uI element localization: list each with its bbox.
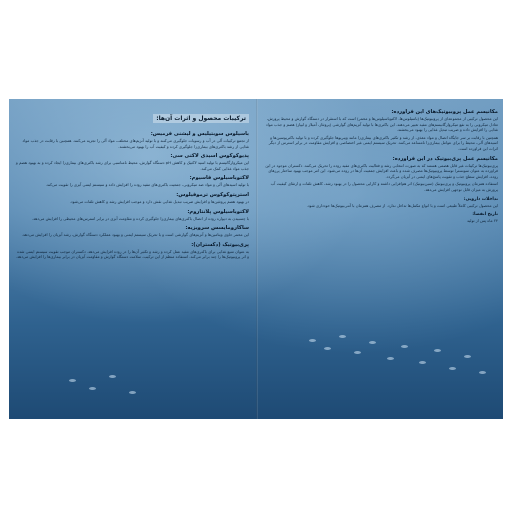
- ingredient-name: پری‌بیوتیک (دکستران):: [191, 241, 249, 248]
- ingredient-description: با تولید اسیدهای آلی و مواد ضد میکروبی، جمعیت باکتری‌های مفید روده را افزایش داده و سیستم ایمنی آبزی را تقویت می‌کند.: [45, 182, 249, 188]
- ingredient-name: استرپتوکوکوس ترموفیلوس:: [176, 191, 249, 198]
- expiry-label: تاریخ انقضا:: [472, 211, 498, 217]
- drug-interactions-label: تداخلات دارویی:: [463, 196, 498, 202]
- prebiotic-mechanism-title: مکانیسم عمل پری‌بیوتیک در این فراورده:: [392, 155, 498, 162]
- expiry-value: ۲۴ ماه پس از تولید: [467, 217, 498, 223]
- ingredient-description: از تجمع ترکیبات آلی در آب و رسوبات جلوگیری می‌کنند و با تولید آنزیم‌های مختلف، مواد آلی را تجزیه می‌کنند. همچنین با رقابت در جذب مواد غذایی از رشد باکتری‌های بیماری‌زا جلوگیری کرده و کیفیت آب را بهبود می‌بخشند.: [22, 138, 249, 149]
- prebiotic-mechanism-paragraph: استفاده همزمان پروبیوتیک و پری‌بیوتیک (سین‌بیوتیک) اثر هم‌افزایی داشته و کارایی محصول را در بهبود رشد، کاهش تلفات و ارتقای کیفیت آب پرورش به میزان قابل توجهی افزایش می‌دهد.: [270, 181, 498, 192]
- left-page: [15, 105, 249, 411]
- ingredient-description: به عنوان منبع غذایی برای باکتری‌های مفید عمل کرده و رشد و تکثیر آن‌ها را در روده افزایش می‌دهد. دکستران موجب تقویت سیستم ایمنی شده و اثر پروبیوتیک‌ها را چند برابر می‌کند. استفاده منظم از این ترکیب، سلامت دستگاه گوارش و مقاومت آبزیان در برابر بیماری‌ها را افزایش می‌دهد.: [15, 248, 249, 260]
- left-page-title: ترکیبات محصول و اثرات آن‌ها:: [153, 114, 249, 123]
- ingredient-name: لاکتوباسیلوس فاسیوم:: [189, 175, 249, 182]
- drug-interactions-text: این محصول ترکیبی کاملاً طبیعی است و با انواع مکمل‌ها تداخل ندارد. از مصرف همزمان با آنتی‌بیوتیک‌ها خودداری شود.: [306, 202, 498, 208]
- ingredient-name: باسیلوس سوبتیلیس و لیشنی فرمیس:: [150, 131, 249, 137]
- ingredient-name: ساکارومایسس سرویزیه:: [185, 225, 249, 232]
- page-fold: [256, 99, 258, 419]
- ingredient-description: این مخمر حاوی ویتامین‌ها و آنزیم‌های گوارشی است و با تحریک سیستم ایمنی و بهبود عملکرد دستگاه گوارش، رشد آبزیان را افزایش می‌دهد.: [21, 232, 249, 238]
- probiotic-mechanism-title: مکانیسم عمل پروبیوتیک‌های این فراورده:: [391, 109, 498, 115]
- right-page: [264, 105, 498, 411]
- ingredient-name: لاکتوباسیلوس پلانتاروم:: [187, 208, 249, 215]
- ingredient-name: پدیوکوکوس اسیدی لاکتی سی:: [170, 153, 249, 160]
- probiotic-mechanism-paragraph: همچنین با رقابت بر سر جایگاه اتصال و مواد مغذی، از رشد و تکثیر باکتری‌های بیماری‌زا مانند ویبریوها جلوگیری کرده و با تولید باکتریوسین‌ها و اسیدهای آلی، محیط را برای عوامل بیماری‌زا نامساعد می‌کنند. تحریک سیستم ایمنی غیر اختصاصی و افزایش مقاومت در برابر استرس از دیگر اثرات این فراورده است.: [268, 134, 498, 151]
- prebiotic-mechanism-paragraph: پری‌بیوتیک‌ها ترکیبات غیر قابل هضمی هستند که به صورت انتخابی رشد و فعالیت باکتری‌های مفید روده را تحریک می‌کنند. دکستران موجود در این فراورده به عنوان سوبسترا توسط پروبیوتیک‌ها مصرف شده و باعث افزایش جمعیت آن‌ها در روده می‌شود. این امر موجب بهبود ساختار پرزهای روده، افزایش سطح جذب و تقویت پاسخ‌های ایمنی در آبزیان می‌گردد.: [265, 162, 498, 179]
- brochure-spread: [9, 99, 503, 419]
- ingredient-description: در بهبود هضم پروتئین‌ها و افزایش ضریب تبدیل غذایی نقش دارد و موجب افزایش رشد و کاهش تلفات می‌شود.: [69, 198, 249, 204]
- ingredient-description: این میکروارگانیسم با تولید اسید لاکتیک و کاهش pH دستگاه گوارش، محیط نامناسبی برای رشد باکتری‌های بیماری‌زا ایجاد کرده و به بهبود هضم و جذب مواد غذایی کمک می‌کند.: [15, 160, 249, 171]
- ingredient-description: با چسبیدن به دیواره روده از اتصال باکتری‌های بیماری‌زا جلوگیری کرده و مقاومت آبزی در برابر استرس‌های محیطی را افزایش می‌دهد.: [31, 215, 249, 221]
- probiotic-mechanism-paragraph: این محصول ترکیبی از مجموعه‌ای از پروبیوتیک‌ها (باسیلوس‌ها، لاکتوباسیلوس‌ها و مخمر) است که با استقرار در دستگاه گوارش و محیط پرورش، تعادل میکروبی را به نفع میکروارگانیسم‌های مفید تغییر می‌دهند. این باکتری‌ها با تولید آنزیم‌های گوارشی (پروتئاز، آمیلاز و لیپاز) هضم و جذب مواد غذایی را افزایش داده و ضریب تبدیل غذایی را بهبود می‌بخشند.: [265, 116, 498, 133]
